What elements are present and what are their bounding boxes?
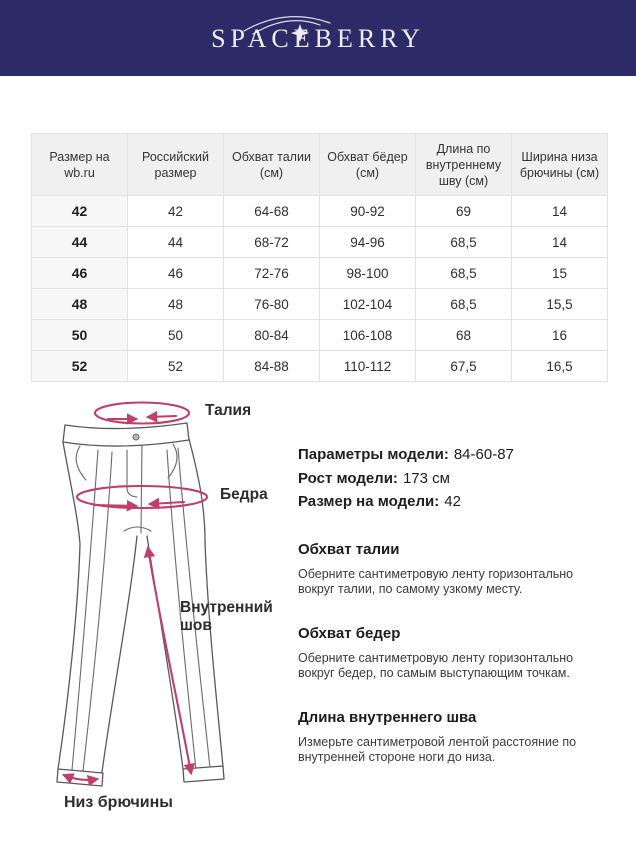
table-cell: 52 [32, 351, 128, 382]
guide-section-text: Измерьте сантиметровой лентой расстояние по внутренней стороне ноги до низа. [298, 734, 577, 764]
left-pocket-line [76, 446, 86, 480]
model-params-label: Параметры модели: [298, 446, 449, 463]
crotch-seam [124, 527, 151, 531]
table-cell: 68,5 [416, 227, 512, 258]
right-pocket-line [168, 444, 177, 478]
table-cell: 46 [128, 258, 224, 289]
table-cell: 48 [32, 289, 128, 320]
table-row [32, 289, 608, 320]
table-cell: 46 [32, 258, 128, 289]
size-table-header [32, 134, 608, 196]
column-header: Обхват бёдер (см) [320, 134, 416, 196]
table-cell: 110-112 [320, 351, 416, 382]
table-cell: 69 [416, 196, 512, 227]
table-cell: 48 [128, 289, 224, 320]
table-cell: 50 [128, 320, 224, 351]
guide-section-title: Обхват талии [298, 540, 400, 558]
table-row [32, 320, 608, 351]
guide-section-title: Длина внутреннего шва [298, 708, 477, 726]
guide-section-text: Оберните сантиметровую ленту горизонтально вокруг бедер, по самым выступающим точкам. [298, 650, 574, 680]
measurement-marks [64, 403, 207, 780]
table-cell: 44 [128, 227, 224, 258]
table-cell: 50 [32, 320, 128, 351]
table-cell: 67,5 [416, 351, 512, 382]
table-row [32, 351, 608, 382]
waist-button [133, 434, 139, 440]
model-height-value: 173 см [402, 469, 450, 487]
table-cell: 14 [512, 196, 608, 227]
model-size-line [298, 490, 613, 514]
table-cell: 42 [32, 196, 128, 227]
table-cell: 44 [32, 227, 128, 258]
table-cell: 68-72 [224, 227, 320, 258]
table-cell: 16,5 [512, 351, 608, 382]
table-cell: 72-76 [224, 258, 320, 289]
table-cell: 42 [128, 196, 224, 227]
model-height-line [298, 467, 613, 491]
fly-line [141, 442, 142, 533]
table-cell: 68 [416, 320, 512, 351]
table-cell: 68,5 [416, 289, 512, 320]
guide-section-inseam [298, 709, 613, 766]
table-cell: 102-104 [320, 289, 416, 320]
table-row [32, 258, 608, 289]
table-cell: 64-68 [224, 196, 320, 227]
measurement-info-column [298, 443, 613, 766]
table-cell: 15,5 [512, 289, 608, 320]
guide-section-hips [298, 625, 613, 682]
brand-header [0, 0, 636, 76]
column-header: Размер на wb.ru [32, 134, 128, 196]
brand-logo: SPACEBERRY [211, 24, 425, 53]
table-header-row [32, 134, 608, 196]
guide-section-text: Оберните сантиметровую ленту горизонтально вокруг талии, по самому узкому месту. [298, 566, 574, 596]
table-cell: 68,5 [416, 258, 512, 289]
column-header: Ширина низа брючины (см) [512, 134, 608, 196]
model-size-label: Размер на модели: [298, 493, 440, 510]
table-cell: 98-100 [320, 258, 416, 289]
size-table [31, 133, 608, 382]
table-row [32, 227, 608, 258]
guide-section-waist [298, 541, 613, 598]
table-cell: 15 [512, 258, 608, 289]
model-size-value: 42 [444, 493, 461, 510]
model-params-line [298, 443, 613, 467]
column-header: Длина по внутреннему шву (см) [416, 134, 512, 196]
waist-label: Талия [205, 402, 252, 419]
table-cell: 94-96 [320, 227, 416, 258]
table-cell: 80-84 [224, 320, 320, 351]
hips-label: Бедра [220, 486, 268, 503]
column-header: Российский размер [128, 134, 224, 196]
table-row [32, 196, 608, 227]
model-height-label: Рост модели: [298, 469, 398, 487]
guide-section-title: Обхват бедер [298, 624, 401, 642]
column-header: Обхват талии (см) [224, 134, 320, 196]
table-cell: 76-80 [224, 289, 320, 320]
hem-label: Низ брючины [64, 794, 173, 811]
table-cell: 52 [128, 351, 224, 382]
model-params-value: 84-60-87 [453, 446, 514, 463]
table-cell: 84-88 [224, 351, 320, 382]
table-cell: 90-92 [320, 196, 416, 227]
waist-measure-ellipse [95, 403, 189, 424]
table-cell: 106-108 [320, 320, 416, 351]
waistband [63, 423, 189, 446]
table-cell: 16 [512, 320, 608, 351]
inseam-label: Внутренний шов [180, 599, 273, 634]
table-cell: 14 [512, 227, 608, 258]
left-cuff [57, 769, 103, 786]
